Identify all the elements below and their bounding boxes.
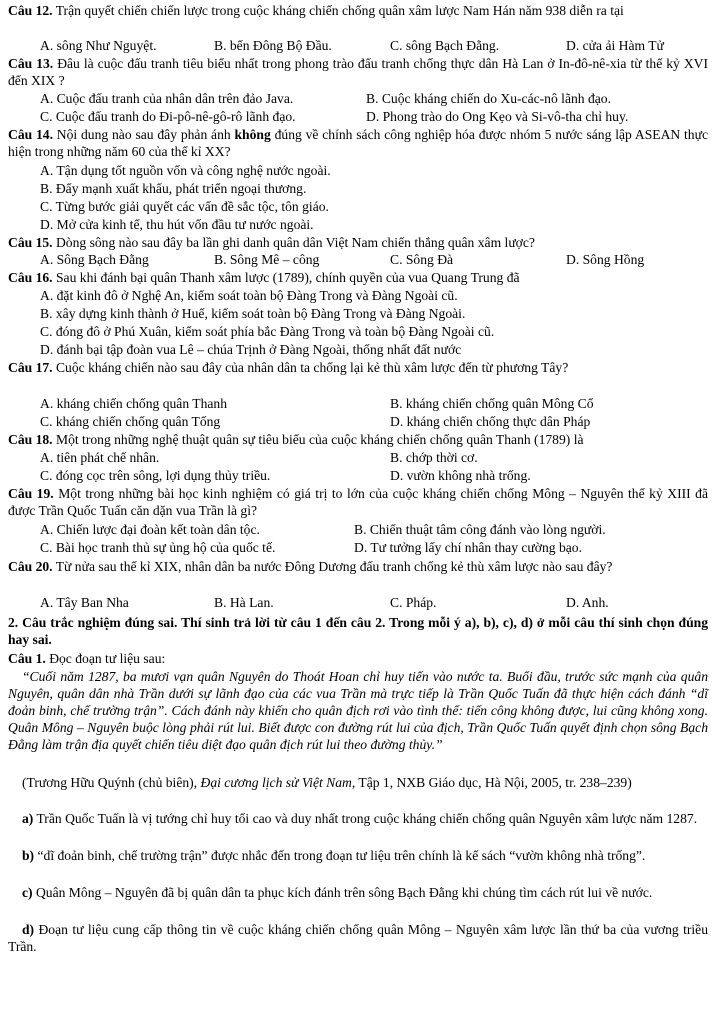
option-b: B. bến Đông Bộ Đầu. bbox=[214, 38, 332, 53]
option-d: D. đánh bại tập đoàn vua Lê – chúa Trịnh ở Đàng Ngoài, thống nhất đất nước bbox=[40, 342, 462, 357]
section-2-heading: 2. Câu trắc nghiệm đúng sai. Thí sinh trả lời từ câu 1 đến câu 2. Trong mỗi ý a), b), c), d) ở mỗi câu thí sinh chọn đúng hay sai. bbox=[8, 615, 708, 647]
option-b: B. Cuộc kháng chiến do Xu-các-nô lãnh đạo. bbox=[366, 91, 611, 106]
option-b: B. Hà Lan. bbox=[214, 595, 274, 610]
option-a: A. tiên phát chế nhân. bbox=[40, 450, 160, 465]
option-c: C. Cuộc đấu tranh do Đi-pô-nê-gô-rô lãnh đạo. bbox=[40, 109, 296, 124]
question-number: Câu 19. bbox=[8, 486, 54, 501]
option-a: A. kháng chiến chống quân Thanh bbox=[40, 396, 227, 411]
question-text: Đâu là cuộc đấu tranh tiêu biểu nhất trong phong trào đấu tranh chống thực dân Hà Lan ở In-đô-nê-xia từ thế kỷ XVI đến XIX ? bbox=[8, 56, 708, 88]
question-text-cont: đúng về chính sách công nghiệp hóa được nhóm 5 nước sáng lập ASEAN thực hiện trong những năm 60 của thế kỉ XX? bbox=[8, 127, 708, 159]
option-c: C. Pháp. bbox=[390, 595, 437, 610]
source-citation bbox=[8, 774, 708, 791]
question-text: Từ nửa sau thế kỉ XIX, nhân dân ba nước Đông Dương đấu tranh chống kẻ thù xâm lược nào sau đây? bbox=[55, 559, 613, 574]
option-c: C. Từng bước giải quyết các vấn đề sắc tộc, tôn giáo. bbox=[40, 199, 329, 214]
question-16-stem bbox=[8, 269, 708, 286]
option-c: C. đóng đô ở Phú Xuân, kiểm soát phía bắc Đàng Trong và toàn bộ Đàng Ngoài cũ. bbox=[40, 324, 495, 339]
option-a: A. Cuộc đấu tranh của nhân dân trên đảo Java. bbox=[40, 91, 294, 106]
option-c: C. Sông Đà bbox=[390, 252, 454, 267]
option-a: A. sông Như Nguyệt. bbox=[40, 38, 157, 53]
statement-text: Trần Quốc Tuấn là vị tướng chỉ huy tối cao và duy nhất trong cuộc kháng chiến chống quân Nguyên xâm lược năm 1287. bbox=[36, 811, 698, 826]
option-d: D. Sông Hồng bbox=[566, 252, 645, 267]
question-15-stem bbox=[8, 234, 708, 251]
question-text: Một trong những bài học kinh nghiệm có giá trị to lớn của cuộc kháng chiến chống Mông – Nguyên thế kỷ XIII đã được Trần Quốc Tuấn căn dặn vua Trần là gì? bbox=[8, 486, 708, 518]
question-20-stem bbox=[8, 558, 708, 575]
option-b: B. kháng chiến chống quân Mông Cổ bbox=[390, 396, 594, 411]
source-quote: “Cuối năm 1287, ba mươi vạn quân Nguyên do Thoát Hoan chỉ huy tiến vào nước ta. Buổi đầu, trước sức mạnh của quân Nguyên, quân dân nhà Trần dưới sự lãnh đạo của các vua Trần mà trực tiếp là Trần Quốc Tuấn đã thực hiện cách đánh “dĩ đoản binh, chế trường trận”. Cách đánh này khiến cho quân địch rơi vào tình thế: tiến công không được, lui cũng không xong. Quân Mông – Nguyên buộc lòng phải rút lui. Biết được con đường rút lui của địch, Trần Quốc Tuấn quyết định chọn sông Bạch Đằng làm trận địa quyết chiến tiêu diệt đạo quân địch rút lui theo đường thủy.” bbox=[8, 669, 708, 752]
question-text: Cuộc kháng chiến nào sau đây của nhân dân ta chống lại kẻ thù xâm lược đến từ phương Tây? bbox=[55, 360, 569, 375]
question-number: Câu 14. bbox=[8, 127, 53, 142]
option-d: D. Phong trào do Ong Kẹo và Si-vô-tha chỉ huy. bbox=[366, 109, 629, 124]
option-c: C. kháng chiến chống quân Tống bbox=[40, 414, 221, 429]
option-d: D. cửa ải Hàm Tử bbox=[566, 38, 664, 53]
option-b: B. Đẩy mạnh xuất khẩu, phát triển ngoại thương. bbox=[40, 181, 307, 196]
question-17-stem bbox=[8, 359, 708, 376]
book-title: Đại cương lịch sử Việt Nam bbox=[200, 775, 352, 790]
question-number: Câu 20. bbox=[8, 559, 53, 574]
question-number: Câu 13. bbox=[8, 56, 54, 71]
option-c: C. Bài học tranh thủ sự ủng hộ của quốc tế. bbox=[40, 540, 276, 555]
question-text: Nội dung nào sau đây phản ánh bbox=[56, 127, 235, 142]
question-number: Câu 17. bbox=[8, 360, 53, 375]
statement-label: b) bbox=[22, 848, 35, 863]
statement-d bbox=[8, 921, 708, 955]
option-c: C. sông Bạch Đằng. bbox=[390, 38, 500, 53]
statement-text: Đoạn tư liệu cung cấp thông tin về cuộc kháng chiến chống quân Mông – Nguyên xâm lược lần thứ ba của vương triều Trần. bbox=[8, 922, 708, 954]
question-18-stem bbox=[8, 431, 708, 448]
statement-b bbox=[8, 847, 708, 864]
statement-label: d) bbox=[22, 922, 35, 937]
question-number: Câu 12. bbox=[8, 3, 53, 18]
option-b: B. Chiến thuật tâm công đánh vào lòng người. bbox=[354, 522, 606, 537]
option-b: B. chớp thời cơ. bbox=[390, 450, 478, 465]
option-d: D. kháng chiến chống thực dân Pháp bbox=[390, 414, 591, 429]
question-19-stem bbox=[8, 485, 708, 519]
option-d: D. Anh. bbox=[566, 595, 609, 610]
option-d: D. vườn không nhà trống. bbox=[390, 468, 531, 483]
option-d: D. Mở cửa kinh tế, thu hút vốn đầu tư nước ngoài. bbox=[40, 217, 314, 232]
question-number: Câu 18. bbox=[8, 432, 53, 447]
question-text: Sau khi đánh bại quân Thanh xâm lược (1789), chính quyền của vua Quang Trung đã bbox=[55, 270, 520, 285]
section-2-question-1 bbox=[8, 650, 708, 667]
statement-a bbox=[8, 810, 708, 827]
citation-text: (Trương Hữu Quýnh (chủ biên), bbox=[22, 775, 201, 790]
statement-text: Quân Mông – Nguyên đã bị quân dân ta phục kích đánh trên sông Bạch Đằng khi chúng tìm cách rút lui về nước. bbox=[35, 885, 653, 900]
option-a: A. đặt kinh đô ở Nghệ An, kiểm soát toàn bộ Đàng Trong và Đàng Ngoài cũ. bbox=[40, 288, 458, 303]
option-d: D. Tư tưởng lấy chí nhân thay cường bạo. bbox=[354, 540, 583, 555]
statement-label: c) bbox=[22, 885, 33, 900]
option-a: A. Chiến lược đại đoàn kết toàn dân tộc. bbox=[40, 522, 260, 537]
question-number: Câu 16. bbox=[8, 270, 53, 285]
question-text: Một trong những nghệ thuật quân sự tiêu biểu của cuộc kháng chiến chống quân Thanh (1789) là bbox=[55, 432, 584, 447]
citation-text-cont: , Tập 1, NXB Giáo dục, Hà Nội, 2005, tr. 238–239) bbox=[351, 775, 632, 790]
negation-keyword: không bbox=[234, 127, 271, 142]
statement-c bbox=[8, 884, 708, 901]
option-a: A. Tận dụng tốt nguồn vốn và công nghệ nước ngoài. bbox=[40, 163, 331, 178]
question-12-stem bbox=[8, 2, 708, 19]
option-c: C. đóng cọc trên sông, lợi dụng thủy triều. bbox=[40, 468, 271, 483]
option-b: B. xây dựng kinh thành ở Huế, kiểm soát toàn bộ Đàng Trong và Đàng Ngoài. bbox=[40, 306, 466, 321]
option-b: B. Sông Mê – công bbox=[214, 252, 320, 267]
option-a: A. Tây Ban Nha bbox=[40, 595, 129, 610]
question-text: Đọc đoạn tư liệu sau: bbox=[49, 651, 166, 666]
question-13-stem bbox=[8, 55, 708, 89]
statement-label: a) bbox=[22, 811, 34, 826]
option-a: A. Sông Bạch Đằng bbox=[40, 252, 149, 267]
question-text: Trận quyết chiến chiến lược trong cuộc kháng chiến chống quân xâm lược Nam Hán năm 938 diễn ra tại bbox=[55, 3, 624, 18]
statement-text: “dĩ đoản binh, chế trường trận” được nhắc đến trong đoạn tư liệu trên chính là kế sách “vườn không nhà trống”. bbox=[37, 848, 646, 863]
question-text: Dòng sông nào sau đây ba lần ghi danh quân dân Việt Nam chiến thắng quân xâm lược? bbox=[55, 235, 535, 250]
question-number: Câu 15. bbox=[8, 235, 53, 250]
question-number: Câu 1. bbox=[8, 651, 46, 666]
question-14-stem bbox=[8, 126, 708, 160]
